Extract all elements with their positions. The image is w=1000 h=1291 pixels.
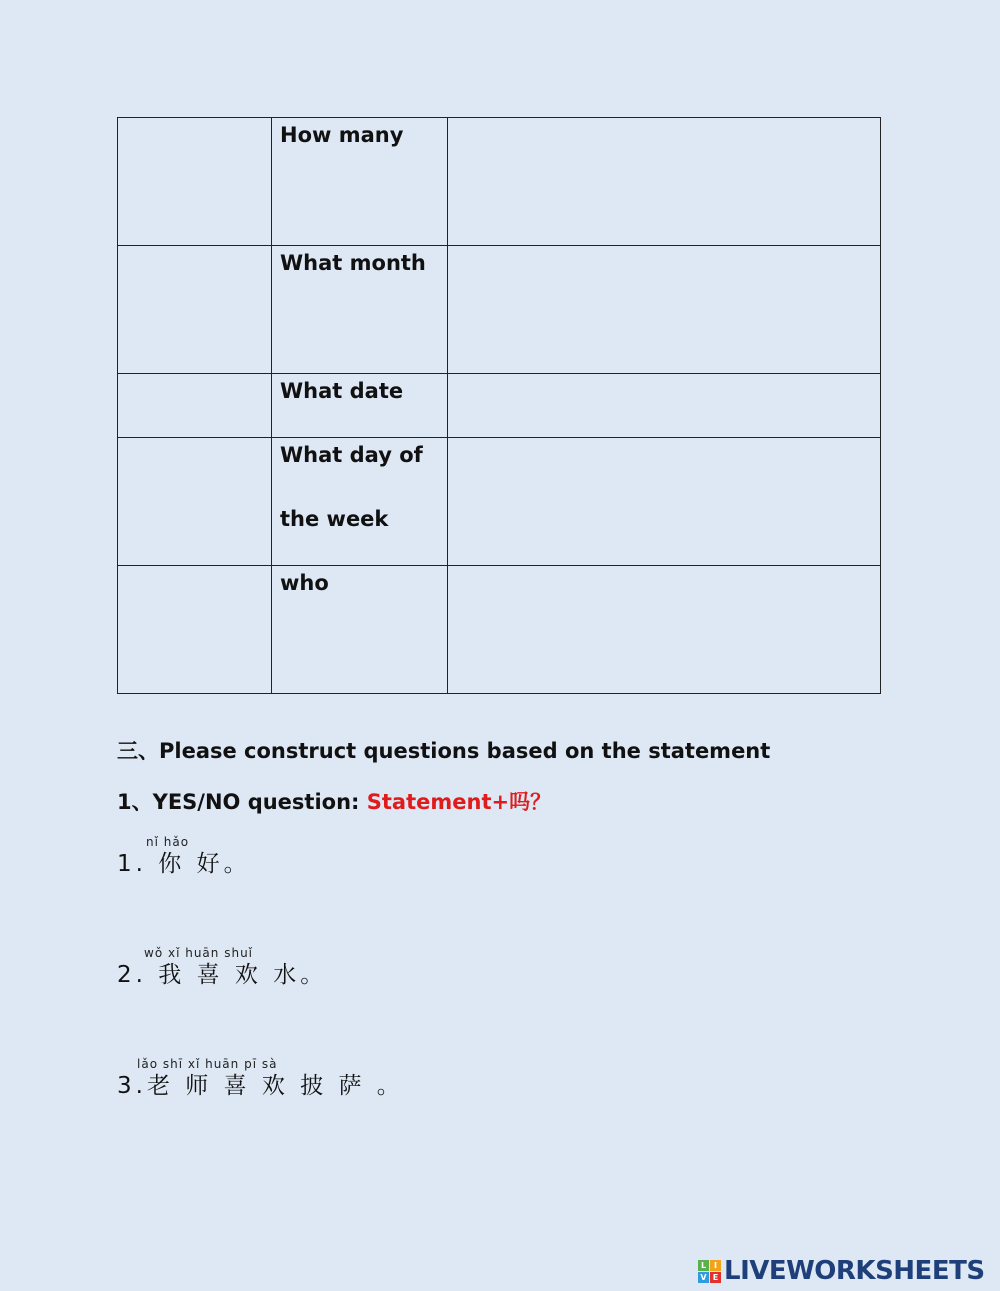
answer-cell-example[interactable] [448, 566, 881, 694]
exercise-item [117, 835, 251, 879]
question-word-cell [272, 566, 448, 694]
question-word-label: who [280, 571, 329, 595]
subsection-formula: Statement+吗？ [366, 790, 552, 814]
answer-cell-example[interactable] [448, 246, 881, 374]
answer-cell-chinese[interactable] [118, 438, 272, 566]
question-word-cell [272, 438, 448, 566]
exercise-sentence: 2. 我 喜 欢 水。 [117, 962, 328, 988]
question-word-label-line-1: What day of [280, 443, 423, 467]
logo-text: LIVEWORKSHEETS [724, 1256, 985, 1286]
answer-cell-example[interactable] [448, 438, 881, 566]
logo-blocks-icon [698, 1260, 721, 1283]
logo-block: L [698, 1260, 709, 1271]
section-title: 三、Please construct questions based on the statement [117, 739, 771, 763]
exercise-sentence: 3.老 师 喜 欢 披 萨 。 [117, 1073, 404, 1099]
table-row [118, 118, 881, 246]
question-word-cell [272, 246, 448, 374]
exercise-item [117, 1057, 404, 1101]
answer-cell-chinese[interactable] [118, 566, 272, 694]
table-row [118, 566, 881, 694]
answer-cell-example[interactable] [448, 118, 881, 246]
logo-block: V [698, 1272, 709, 1283]
answer-cell-chinese[interactable] [118, 118, 272, 246]
answer-cell-chinese[interactable] [118, 246, 272, 374]
question-word-label: What date [280, 379, 404, 403]
liveworksheets-logo [698, 1256, 985, 1286]
question-word-cell [272, 118, 448, 246]
answer-cell-example[interactable] [448, 374, 881, 438]
question-word-cell [272, 374, 448, 438]
question-word-label: What month [280, 251, 426, 275]
logo-block: E [710, 1272, 721, 1283]
pinyin-annotation: wǒ xǐ huān shuǐ [144, 946, 254, 960]
answer-cell-chinese[interactable] [118, 374, 272, 438]
question-word-table [117, 117, 881, 694]
table-row [118, 246, 881, 374]
logo-block: I [710, 1260, 721, 1271]
subsection-prefix: 1、YES/NO question: [117, 790, 367, 814]
exercise-item [117, 946, 327, 990]
pinyin-annotation: nǐ hǎo [146, 835, 190, 849]
table-row [118, 438, 881, 566]
table-row [118, 374, 881, 438]
question-word-label-line-2: the week [280, 507, 389, 531]
exercise-sentence: 1. 你 好。 [117, 851, 251, 877]
pinyin-annotation: lǎo shī xǐ huān pī sà [137, 1057, 278, 1071]
subsection-heading [117, 786, 551, 816]
question-word-label: How many [280, 123, 404, 147]
